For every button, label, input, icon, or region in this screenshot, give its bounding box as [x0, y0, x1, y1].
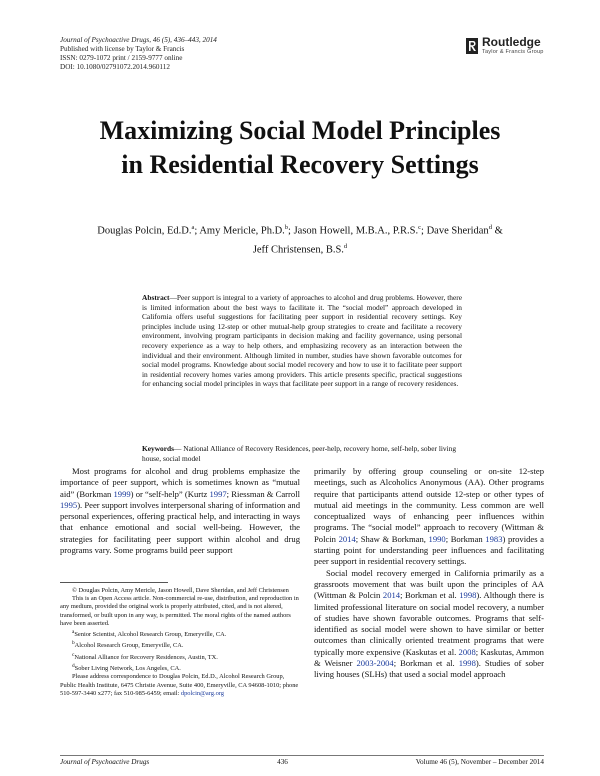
email-link[interactable]: dpolcin@arg.org [180, 689, 224, 697]
body-paragraph [314, 568, 544, 681]
citation-link[interactable]: 1998 [458, 658, 476, 669]
issn-line: ISSN: 0279-1072 print / 2159-9777 online [60, 53, 183, 62]
body-text: ; Kaskutas, Ammon & Weisner [314, 646, 544, 669]
affiliation-mark: d [488, 224, 492, 231]
body-text: Most programs for alcohol and drug problems emphasize the importance of peer support, which is sometimes known as “mutual aid” (Borkman [60, 466, 300, 499]
affiliation-note [60, 639, 300, 650]
body-text: primarily by offering group counseling or on-site 12-step meetings, such as Alcoholics Anonymous (AA). Other programs require that participants attend outside 12-step or other types of mutual aid meetings in the community. Less common are well conceptualized ways of enhancing peer influences within programs. The “social model” approach to recovery (Wittman & Polcin [314, 466, 544, 544]
footnotes [60, 587, 300, 698]
publisher-name: Routledge [482, 35, 541, 49]
footer-volume: Volume 46 (5), November – December 2014 [415, 758, 544, 766]
affiliation-mark: b [72, 640, 75, 647]
body-text: ) or “self-help” (Kurtz [130, 488, 210, 499]
affiliation-mark: a [191, 224, 195, 231]
keywords [142, 444, 462, 463]
correspondence-note [60, 673, 300, 698]
author-name: Amy Mericle, Ph.D. [199, 225, 285, 237]
body-text: ). Peer support involves interpersonal sharing of information and personal experiences, offering practical help, and interacting in ways that enhance emotional and social well-being. However, the strategies for facilitating peer support within alcohol and drug programs vary. Some programs build peer support [60, 499, 300, 556]
citation-link[interactable]: 1995 [60, 499, 78, 510]
affiliation-note [60, 662, 300, 673]
keywords-label: Keywords [142, 444, 175, 453]
keywords-text: — National Alliance of Recovery Residences, peer-help, recovery home, self-help, sober living house, social model [142, 444, 457, 463]
body-right-column [314, 466, 544, 681]
affiliation-mark: d [72, 663, 75, 669]
citation-link[interactable]: 1998 [459, 590, 477, 601]
publisher-logo [466, 36, 544, 55]
footer-journal: Journal of Psychoactive Drugs [60, 758, 150, 766]
citation-link[interactable]: 1999 [113, 488, 131, 499]
abstract [142, 293, 462, 389]
title-line-1: Maximizing Social Model Principles [99, 116, 501, 145]
body-paragraph [314, 466, 544, 568]
body-text: ). Although there is limited professional literature on social model recovery, a number of studies have shown favorable outcomes. Programs that self-identified as social model were shown to have similar or better outcomes than clinically oriented treatment programs that were typically more expensive (Kaskutas et al. [314, 590, 544, 657]
journal-header [60, 36, 217, 72]
affiliation-mark: d [343, 242, 348, 250]
journal-citation: Journal of Psychoactive Drugs, 46 (5), 436–443, 2014 [60, 36, 217, 44]
body-text: ; Shaw & Borkman, [355, 533, 429, 544]
page-number: 436 [277, 758, 288, 766]
affiliation-note [60, 628, 300, 639]
citation-link[interactable]: 2014 [338, 533, 356, 544]
citation-link[interactable]: 1997 [209, 488, 227, 499]
citation-link[interactable]: 2003-2004 [356, 658, 394, 669]
citation-link[interactable]: 1983 [485, 533, 503, 544]
affiliation-text: Alcohol Research Group, Emeryville, CA. [74, 642, 184, 650]
doi-line: DOI: 10.1080/02791072.2014.960112 [60, 62, 170, 71]
page-footer [60, 758, 544, 766]
affiliation-mark: c [72, 651, 75, 658]
author-name: Dave Sheridan [426, 225, 489, 237]
publisher-group: Taylor & Francis Group [482, 49, 544, 55]
affiliation-mark: c [418, 224, 422, 231]
author-name: Jeff Christensen, B.S. [252, 244, 344, 255]
author-name: Jason Howell, M.B.A., P.R.S. [293, 225, 419, 237]
abstract-label: Abstract [142, 293, 170, 302]
article-title [40, 114, 560, 182]
body-text: ) provides a starting point for understanding peer influences and facilitating peer support in residential recovery settings. [314, 533, 544, 567]
footnote-divider [60, 582, 168, 583]
body-text: ; Borkman [445, 533, 486, 544]
affiliation-text: National Alliance for Recovery Residences, Austin, TX. [74, 653, 218, 661]
license-line: Published with license by Taylor & Francis [60, 44, 185, 53]
body-text: ; Riessman & Carroll [226, 488, 300, 499]
copyright-note: © Douglas Polcin, Amy Mericle, Jason Howell, Dave Sheridan, and Jeff Christensen [72, 587, 289, 594]
abstract-text: —Peer support is integral to a variety of approaches to alcohol and drug problems. However, there is limited information about the best ways to facilitate it. The “social model” approach developed in California offers useful suggestions for facilitating peer support in residential recovery settings. Key principles include using 12-step or other mutual-help group strategies to create and facilitate a recovery environment, involving program participants in decision making and facility governance, using personal recovery experience as a way to help others, and emphasizing recovery as an interaction between the individual and their environment. Although limited in number, studies have shown favorable outcomes for social model programs. Knowledge about social model recovery and how to use it to facilitate peer support in residential recovery homes varies among providers. This article presents specific, practical suggestions for enhancing social model principles in ways that facilitate peer support in a range of recovery residences. [142, 293, 462, 389]
title-line-2: in Residential Recovery Settings [121, 150, 479, 179]
citation-link[interactable]: 2008 [458, 646, 476, 657]
body-left-column [60, 466, 300, 556]
affiliation-text: Sober Living Network, Los Angeles, CA. [74, 665, 181, 673]
correspondence-text: Please address correspondence to Douglas Polcin, Ed.D., Alcohol Research Group, Public Health Institute, 6475 Christie Avenue, Suite 400, Emeryville, CA 94608-1010; phone 510-597-3440 x277; fax 510-985-6459; email: [60, 673, 299, 697]
affiliation-text: Senior Scientist, Alcohol Research Group, Emeryville, CA. [74, 631, 227, 639]
affiliation-note [60, 651, 300, 662]
affiliation-mark: b [284, 224, 289, 231]
body-paragraph [60, 466, 300, 556]
body-text: ). Studies of sober living houses (SLHs) that used a social model approach [314, 658, 544, 680]
affiliation-mark: a [72, 629, 75, 636]
body-text: ; Borkman et al. [400, 590, 460, 601]
open-access-note: This is an Open Access article. Non-commercial re-use, distribution, and reproduction in any medium, provided the original work is properly attributed, cited, and is not altered, transformed, or built upon in any way, is permitted. The moral rights of the named authors have been asserted. [60, 595, 299, 627]
citation-link[interactable]: 2014 [382, 590, 401, 601]
footer-divider [60, 755, 544, 756]
citation-link[interactable]: 1990 [428, 533, 446, 544]
author-name: Douglas Polcin, Ed.D. [97, 225, 192, 237]
routledge-r-icon [466, 38, 478, 54]
author-list: Douglas Polcin, Ed.D.$^a$; Amy Mericle, Ph.D.$^b$; Jason Howell, M.B.A., P.R.S.$^c$; Dave Sheridan$^d$ & Jeff Christensen, B.S.$^d$ [97, 224, 503, 255]
body-text: Social model recovery emerged in California primarily as a grassroots movement that was built upon the principles of AA (Wittman & Polcin [314, 567, 544, 601]
body-text: ; Borkman et al. [393, 658, 459, 669]
